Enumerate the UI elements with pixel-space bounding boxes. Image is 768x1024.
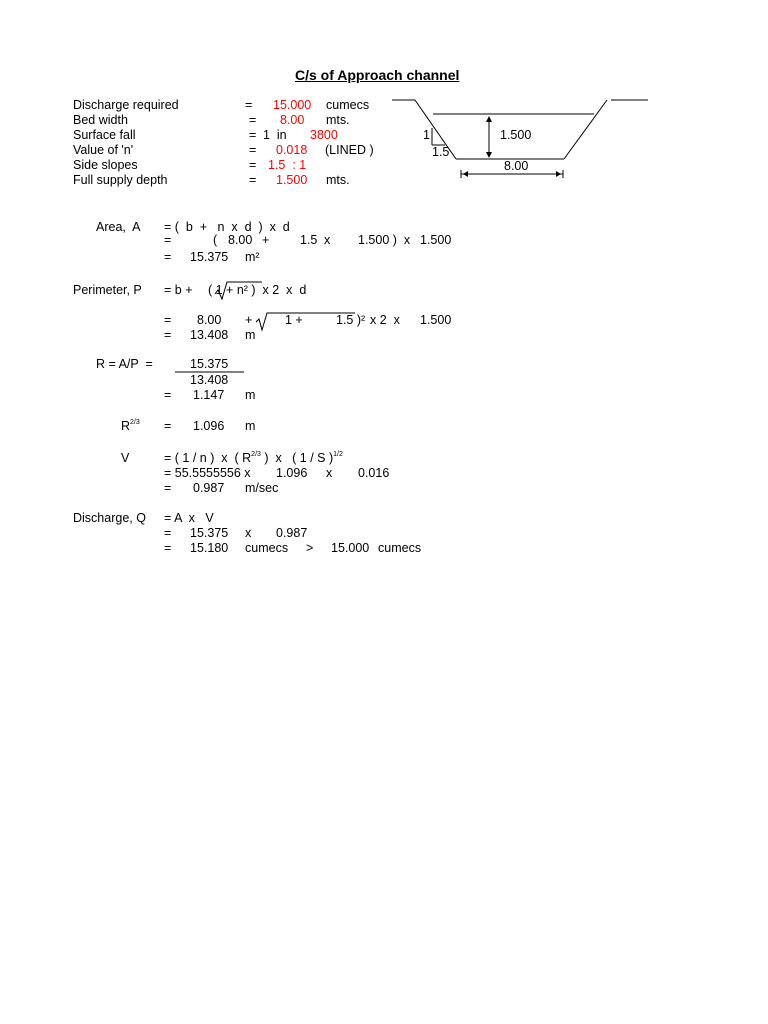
perimeter-plus: + xyxy=(245,313,253,327)
r23-exponent: 2/3 xyxy=(130,419,140,426)
discharge-a-value: 15.375 xyxy=(190,526,229,540)
depth-label: 1.500 xyxy=(500,128,532,142)
radius-numerator: 15.375 xyxy=(190,357,229,371)
perimeter-times-2: x 2 x xyxy=(370,313,400,327)
area-eq-2: = xyxy=(164,233,172,247)
radius-label: R = A/P = xyxy=(96,357,153,371)
side-slopes-eq: = xyxy=(249,158,257,172)
perimeter-unit: m xyxy=(245,328,256,342)
fsd-unit: mts. xyxy=(326,173,350,187)
perimeter-result: 13.408 xyxy=(190,328,229,342)
area-unit: m² xyxy=(245,250,260,264)
area-plus: + xyxy=(262,233,270,247)
discharge-label: Discharge required xyxy=(73,98,179,112)
area-open-paren: ( xyxy=(213,233,218,247)
velocity-formula-b: ) x ( 1 / S ) xyxy=(260,451,334,465)
perimeter-b-value: 8.00 xyxy=(197,313,222,327)
velocity-eq-2: = 55.5555556 x xyxy=(164,466,251,480)
side-slopes-label: Side slopes xyxy=(73,158,138,172)
r23-eq: = xyxy=(164,419,172,433)
r23-letter: R xyxy=(121,419,131,433)
radius-unit: m xyxy=(245,388,256,402)
n-value-unit: (LINED ) xyxy=(325,143,374,157)
radius-eq-3: = xyxy=(164,388,172,402)
area-times: x xyxy=(324,233,331,247)
r23-result: 1.096 xyxy=(193,419,225,433)
discharge-times: x xyxy=(245,526,252,540)
perimeter-eq-3: = xyxy=(164,328,172,342)
discharge-eq: = xyxy=(245,98,253,112)
surface-fall-label: Surface fall xyxy=(73,128,136,142)
velocity-s-value: 0.016 xyxy=(358,466,390,480)
velocity-eq-3: = xyxy=(164,481,172,495)
bed-width-value: 8.00 xyxy=(280,113,305,127)
perimeter-n-value: 1.5 )² xyxy=(336,313,366,327)
bed-width-eq: = xyxy=(249,113,257,127)
perimeter-label: Perimeter, P xyxy=(73,283,142,297)
area-d-value-2: 1.500 xyxy=(420,233,452,247)
perimeter-formula-b: ( 1 + n² ) x 2 x d xyxy=(208,283,307,297)
side-slopes-value: 1.5 : 1 xyxy=(268,158,307,172)
surface-fall-prefix: 1 in xyxy=(263,128,287,142)
area-formula: = ( b + n x d ) x d xyxy=(164,220,290,234)
surface-fall-value: 3800 xyxy=(310,128,338,142)
discharge-eq-2: = xyxy=(164,526,172,540)
velocity-formula xyxy=(164,452,343,465)
area-b-value: 8.00 xyxy=(228,233,253,247)
bed-width-label: Bed width xyxy=(73,113,128,127)
velocity-formula-exp-2: 1/2 xyxy=(333,451,343,458)
velocity-times: x xyxy=(326,466,333,480)
discharge-required-value: 15.000 xyxy=(331,541,370,555)
velocity-formula-a: = ( 1 / n ) x ( R xyxy=(164,451,252,465)
discharge-eq-3: = xyxy=(164,541,172,555)
discharge-required-unit: cumecs xyxy=(378,541,422,555)
velocity-label: V xyxy=(121,451,130,465)
area-label: Area, A xyxy=(96,220,141,234)
area-eq-3: = xyxy=(164,250,172,264)
perimeter-one-plus: 1 + xyxy=(285,313,303,327)
perimeter-eq-2: = xyxy=(164,313,172,327)
fsd-label: Full supply depth xyxy=(73,173,168,187)
bed-width-dimension-label: 8.00 xyxy=(504,159,529,173)
area-n-value: 1.5 xyxy=(300,233,318,247)
area-result: 15.375 xyxy=(190,250,229,264)
page-title: C/s of Approach channel xyxy=(295,67,460,83)
discharge-v-value: 0.987 xyxy=(276,526,308,540)
velocity-r-value: 1.096 xyxy=(276,466,308,480)
area-d-value: 1.500 ) x xyxy=(358,233,411,247)
discharge-comparison: > xyxy=(306,541,314,555)
n-value-value: 0.018 xyxy=(276,143,308,157)
discharge-result: 15.180 xyxy=(190,541,229,555)
perimeter-formula-a: = b + xyxy=(164,283,193,297)
fsd-eq: = xyxy=(249,173,257,187)
velocity-result: 0.987 xyxy=(193,481,225,495)
n-value-label: Value of 'n' xyxy=(73,143,134,157)
n-value-eq: = xyxy=(249,143,257,157)
discharge-formula: = A x V xyxy=(164,511,214,525)
slope-horizontal-label: 1.5 xyxy=(432,145,450,159)
r23-label xyxy=(121,420,140,433)
velocity-formula-exp-1: 2/3 xyxy=(251,451,261,458)
discharge-value: 15.000 xyxy=(273,98,312,112)
radius-denominator: 13.408 xyxy=(190,373,229,387)
bed-width-unit: mts. xyxy=(326,113,350,127)
fsd-value: 1.500 xyxy=(276,173,308,187)
perimeter-d-value: 1.500 xyxy=(420,313,452,327)
velocity-unit: m/sec xyxy=(245,481,279,495)
discharge-unit: cumecs xyxy=(326,98,370,112)
radius-result: 1.147 xyxy=(193,388,225,402)
slope-vertical-label: 1 xyxy=(423,128,430,142)
r23-unit: m xyxy=(245,419,256,433)
discharge-calc-label: Discharge, Q xyxy=(73,511,146,525)
surface-fall-eq: = xyxy=(249,128,257,142)
discharge-result-unit: cumecs xyxy=(245,541,289,555)
